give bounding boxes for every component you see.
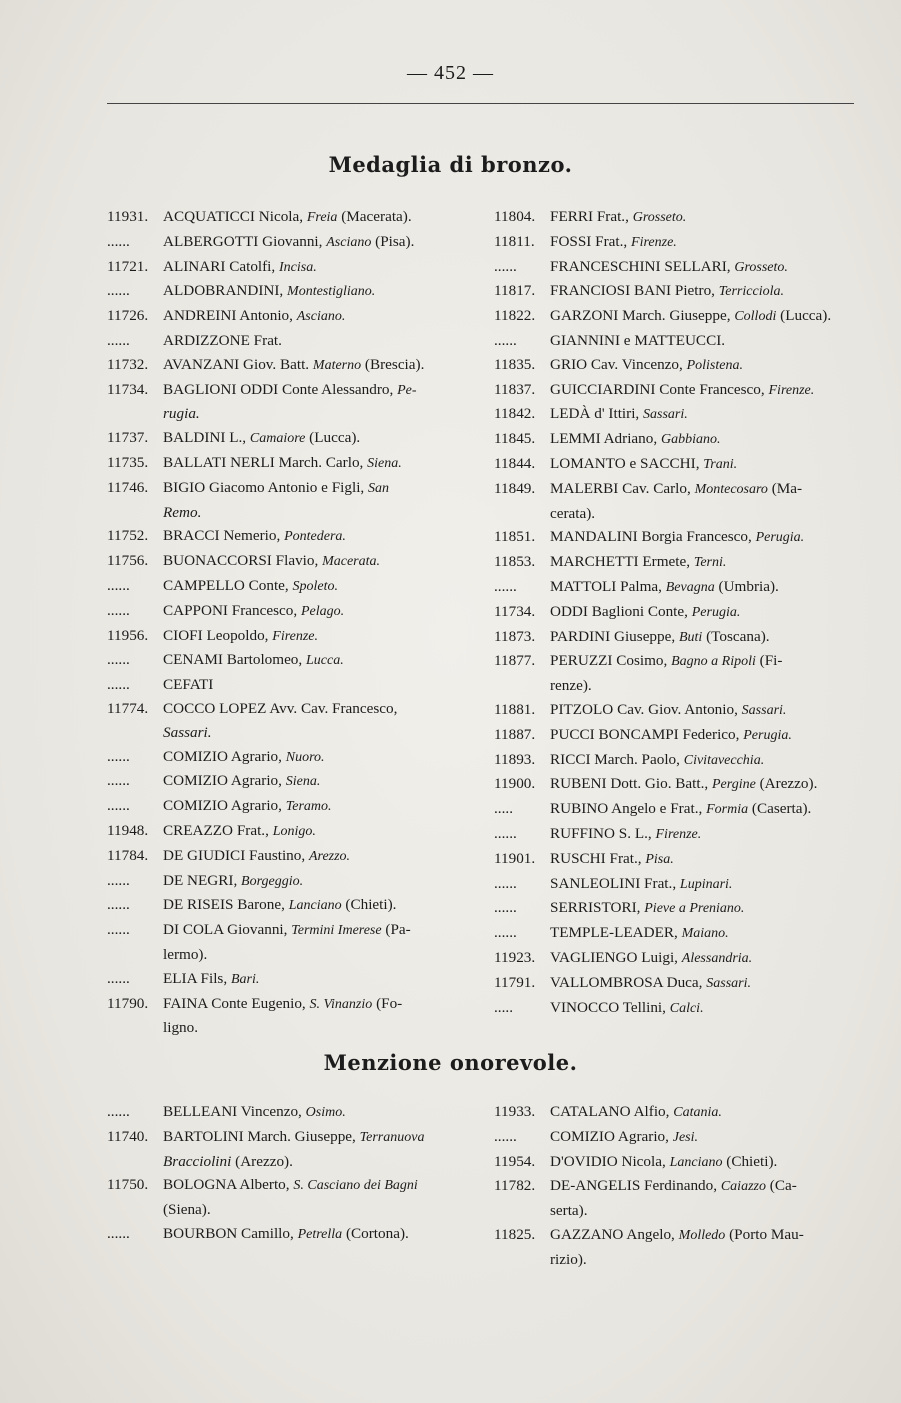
list-item xyxy=(494,600,856,625)
list-item xyxy=(107,697,469,745)
entry-number: 11737. xyxy=(107,429,149,447)
entry-text-continuation: cerata). xyxy=(550,504,596,522)
entry-number: ...... xyxy=(494,257,517,275)
list-item xyxy=(107,869,469,894)
list-item xyxy=(107,524,469,549)
entry-text: BOURBON Camillo, Petrella (Cortona). xyxy=(163,1224,409,1242)
list-item xyxy=(494,205,856,230)
entry-text: ALDOBRANDINI, Montestigliano. xyxy=(163,282,376,300)
entry-text: BALDINI L., Camaiore (Lucca). xyxy=(163,429,361,447)
entry-number: 11732. xyxy=(107,355,149,373)
header-rule xyxy=(107,103,854,104)
list-item xyxy=(494,575,856,600)
list-item xyxy=(107,769,469,794)
list-item xyxy=(107,255,469,280)
entry-text: BUONACCORSI Flavio, Macerata. xyxy=(163,552,381,570)
entry-text-continuation: Sassari. xyxy=(163,723,212,741)
list-item xyxy=(107,673,469,697)
entry-text: RUSCHI Frat., Pisa. xyxy=(550,849,674,867)
list-item xyxy=(494,723,856,748)
entry-number: ...... xyxy=(494,1127,517,1145)
entry-text: LEDÀ d' Ittiri, Sassari. xyxy=(550,405,688,423)
entry-number: 11845. xyxy=(494,430,536,448)
list-item xyxy=(494,329,856,353)
list-item xyxy=(107,918,469,967)
entry-number: 11901. xyxy=(494,849,536,867)
entry-text: CENAMI Bartolomeo, Lucca. xyxy=(163,651,344,669)
entry-number: 11791. xyxy=(494,973,536,991)
entry-number: 11948. xyxy=(107,821,149,839)
entry-text-continuation: rugia. xyxy=(163,405,200,423)
entry-text: DE RISEIS Barone, Lanciano (Chieti). xyxy=(163,896,397,914)
list-item xyxy=(494,649,856,698)
entry-text: BAGLIONI ODDI Conte Alessandro, Pe- xyxy=(163,380,417,398)
entry-number: 11790. xyxy=(107,994,149,1012)
entry-text: GUICCIARDINI Conte Francesco, Firenze. xyxy=(550,380,815,398)
list-item xyxy=(494,896,856,921)
entry-number: ...... xyxy=(107,797,130,815)
entry-number: 11734. xyxy=(107,380,149,398)
list-item xyxy=(494,971,856,996)
column-right xyxy=(494,205,856,1020)
entry-number: ...... xyxy=(494,899,517,917)
entry-number: 11887. xyxy=(494,725,536,743)
entry-text: BIGIO Giacomo Antonio e Figli, San xyxy=(163,478,390,496)
entry-number: ...... xyxy=(107,601,130,619)
entry-number: 11822. xyxy=(494,307,536,325)
list-item xyxy=(494,525,856,550)
entry-text: ACQUATICCI Nicola, Freia (Macerata). xyxy=(163,208,412,225)
list-item xyxy=(107,967,469,992)
entry-text: MANDALINI Borgia Francesco, Perugia. xyxy=(550,528,805,546)
list-item xyxy=(494,1125,856,1150)
list-item xyxy=(107,574,469,599)
entry-text: SANLEOLINI Frat., Lupinari. xyxy=(550,874,733,892)
list-item xyxy=(107,599,469,624)
entry-text: MARCHETTI Ermete, Terni. xyxy=(550,553,727,571)
list-item xyxy=(494,279,856,304)
entry-text: RICCI March. Paolo, Civitavecchia. xyxy=(550,750,765,768)
entry-number: 11844. xyxy=(494,454,536,472)
list-item xyxy=(107,1222,469,1247)
entry-number: ...... xyxy=(494,577,517,595)
entry-text: VAGLIENGO Luigi, Alessandria. xyxy=(550,948,753,966)
entry-number: 11782. xyxy=(494,1177,536,1195)
entry-number: 11851. xyxy=(494,528,536,546)
entry-text: CREAZZO Frat., Lonigo. xyxy=(163,821,316,839)
entry-text: CATALANO Alfio, Catania. xyxy=(550,1103,722,1120)
entry-number: ...... xyxy=(107,871,130,889)
entry-number: ...... xyxy=(494,874,517,892)
list-item xyxy=(494,698,856,723)
entry-number: 11735. xyxy=(107,453,149,471)
list-item xyxy=(107,205,469,230)
list-item xyxy=(107,230,469,255)
entry-number: 11956. xyxy=(107,626,149,644)
list-item xyxy=(107,624,469,649)
entry-number: 11849. xyxy=(494,479,536,497)
list-item xyxy=(494,477,856,526)
entry-number: 11804. xyxy=(494,208,536,225)
list-item xyxy=(494,353,856,378)
column-right xyxy=(494,1100,856,1272)
list-item xyxy=(107,549,469,574)
list-item xyxy=(494,847,856,872)
list-item xyxy=(494,230,856,255)
entry-number: 11726. xyxy=(107,307,149,325)
entry-text: DI COLA Giovanni, Termini Imerese (Pa- xyxy=(163,921,411,939)
entry-number: 11734. xyxy=(494,602,536,620)
entry-text: FAINA Conte Eugenio, S. Vinanzio (Fo- xyxy=(163,994,403,1012)
list-item xyxy=(494,1174,856,1223)
entry-text: GIANNINI e MATTEUCCI. xyxy=(550,331,726,349)
list-item xyxy=(107,1173,469,1222)
entry-number: 11900. xyxy=(494,775,536,793)
entry-number: 11837. xyxy=(494,380,536,398)
entry-text-continuation: Bracciolini (Arezzo). xyxy=(163,1152,293,1170)
entry-text: CAPPONI Francesco, Pelago. xyxy=(163,601,345,619)
entry-text-continuation: Remo. xyxy=(163,503,202,521)
entry-text: COCCO LOPEZ Avv. Cav. Francesco, xyxy=(163,699,398,717)
entry-text-continuation: ligno. xyxy=(163,1019,199,1037)
entry-number: 11877. xyxy=(494,652,536,670)
entry-number: 11933. xyxy=(494,1103,536,1120)
entry-number: 11842. xyxy=(494,405,536,423)
entry-text: PUCCI BONCAMPI Federico, Perugia. xyxy=(550,725,792,743)
entry-number: 11853. xyxy=(494,553,536,571)
list-item xyxy=(107,329,469,353)
entry-text: FERRI Frat., Grosseto. xyxy=(550,208,687,225)
entry-text: RUBENI Dott. Gio. Batt., Pergine (Arezzo). xyxy=(550,775,818,793)
entry-number: 11746. xyxy=(107,478,149,496)
entry-text: COMIZIO Agrario, Teramo. xyxy=(163,797,332,815)
entry-number: ...... xyxy=(107,576,130,594)
list-item xyxy=(107,426,469,451)
entry-text: BELLEANI Vincenzo, Osimo. xyxy=(163,1103,346,1120)
entry-text: PITZOLO Cav. Giov. Antonio, Sassari. xyxy=(550,700,787,718)
entry-text: CEFATI xyxy=(163,676,214,694)
list-item xyxy=(107,1100,469,1125)
list-item xyxy=(107,745,469,770)
entry-text: GARZONI March. Giuseppe, Collodi (Lucca). xyxy=(550,307,832,325)
entry-text: DE GIUDICI Faustino, Arezzo. xyxy=(163,846,351,864)
list-item xyxy=(494,427,856,452)
list-item xyxy=(494,1223,856,1272)
list-item xyxy=(494,996,856,1021)
list-item xyxy=(494,748,856,773)
entry-text: FRANCIOSI BANI Pietro, Terricciola. xyxy=(550,282,784,300)
entry-number: ...... xyxy=(494,924,517,942)
list-item xyxy=(107,992,469,1041)
entry-number: ...... xyxy=(107,331,130,349)
entry-text: ANDREINI Antonio, Asciano. xyxy=(163,307,346,325)
entry-text: ALINARI Catolfi, Incisa. xyxy=(163,257,317,275)
entry-number: ...... xyxy=(107,282,130,300)
list-item xyxy=(107,304,469,329)
entry-text-continuation: lermo). xyxy=(163,945,208,963)
entry-text: CAMPELLO Conte, Spoleto. xyxy=(163,576,339,594)
list-item xyxy=(494,772,856,797)
list-item xyxy=(494,625,856,650)
entry-number: 11756. xyxy=(107,552,149,570)
list-item xyxy=(107,648,469,673)
list-item xyxy=(107,279,469,304)
entry-number: ..... xyxy=(494,998,513,1016)
entry-number: 11774. xyxy=(107,699,149,717)
list-item xyxy=(107,794,469,819)
list-item xyxy=(494,797,856,822)
entry-text-continuation: serta). xyxy=(550,1202,588,1220)
list-item xyxy=(107,476,469,525)
entry-number: 11893. xyxy=(494,750,536,768)
list-item xyxy=(494,1150,856,1175)
list-item xyxy=(107,844,469,869)
entry-text: PERUZZI Cosimo, Bagno a Ripoli (Fi- xyxy=(550,652,783,670)
entry-number: 11750. xyxy=(107,1176,149,1194)
entry-number: 11784. xyxy=(107,846,149,864)
entry-number: 11752. xyxy=(107,527,149,545)
entry-number: 11811. xyxy=(494,232,535,250)
entry-text: MATTOLI Palma, Bevagna (Umbria). xyxy=(550,577,779,595)
entry-number: ...... xyxy=(107,969,130,987)
entry-text: GRIO Cav. Vincenzo, Polistena. xyxy=(550,355,743,373)
entry-number: 11817. xyxy=(494,282,536,300)
entry-text: BARTOLINI March. Giuseppe, Terranuova xyxy=(163,1127,425,1145)
entry-number: ..... xyxy=(494,800,513,818)
list-item xyxy=(107,353,469,378)
entry-text: TEMPLE-LEADER, Maiano. xyxy=(550,924,729,942)
entry-text: D'OVIDIO Nicola, Lanciano (Chieti). xyxy=(550,1152,778,1170)
entry-text: BOLOGNA Alberto, S. Casciano dei Bagni xyxy=(163,1176,418,1194)
entry-text: FRANCESCHINI SELLARI, Grosseto. xyxy=(550,257,788,275)
list-item xyxy=(494,946,856,971)
list-item xyxy=(494,402,856,427)
entry-number: 11721. xyxy=(107,257,149,275)
list-item xyxy=(494,1100,856,1125)
entry-text: PARDINI Giuseppe, Buti (Toscana). xyxy=(550,627,770,645)
list-item xyxy=(107,378,469,427)
entry-number: 11835. xyxy=(494,355,536,373)
entry-text: LOMANTO e SACCHI, Trani. xyxy=(550,454,738,472)
entry-number: 11873. xyxy=(494,627,536,645)
entry-text: COMIZIO Agrario, Nuoro. xyxy=(163,747,325,765)
list-item xyxy=(494,378,856,403)
entry-number: ...... xyxy=(107,651,130,669)
entry-text: COMIZIO Agrario, Jesi. xyxy=(550,1127,699,1145)
entry-text: CIOFI Leopoldo, Firenze. xyxy=(163,626,319,644)
entry-number: ...... xyxy=(107,747,130,765)
entry-number: ...... xyxy=(107,232,130,250)
list-item xyxy=(107,1125,469,1174)
list-item xyxy=(494,822,856,847)
entry-text: LEMMI Adriano, Gabbiano. xyxy=(550,430,721,448)
entry-text: DE NEGRI, Borgeggio. xyxy=(163,871,304,889)
entry-text-continuation: renze). xyxy=(550,677,592,695)
entry-text: COMIZIO Agrario, Siena. xyxy=(163,772,321,790)
column-left xyxy=(107,205,469,1040)
entry-text: AVANZANI Giov. Batt. Materno (Brescia). xyxy=(163,355,425,373)
entry-text: GAZZANO Angelo, Molledo (Porto Mau- xyxy=(550,1225,804,1243)
entry-number: ...... xyxy=(107,772,130,790)
entry-text: BALLATI NERLI March. Carlo, Siena. xyxy=(163,453,402,471)
entry-number: ...... xyxy=(107,676,130,694)
entry-number: 11931. xyxy=(107,208,149,225)
entry-text: SERRISTORI, Pieve a Preniano. xyxy=(550,899,745,917)
entry-number: ...... xyxy=(494,331,517,349)
entry-text: VINOCCO Tellini, Calci. xyxy=(550,998,704,1016)
list-item xyxy=(107,893,469,918)
entry-number: ...... xyxy=(107,1224,130,1242)
entry-number: ...... xyxy=(107,896,130,914)
section-heading-medaglia: Medaglia di bronzo. xyxy=(328,152,573,177)
page-number: — 452 — xyxy=(407,62,494,84)
entry-text: BRACCI Nemerio, Pontedera. xyxy=(163,527,346,545)
entry-text: FOSSI Frat., Firenze. xyxy=(550,232,677,250)
entry-text: ODDI Baglioni Conte, Perugia. xyxy=(550,602,741,620)
list-item xyxy=(107,819,469,844)
entry-text-continuation: (Siena). xyxy=(163,1201,211,1219)
list-item xyxy=(494,872,856,897)
list-item xyxy=(107,451,469,476)
entry-text: VALLOMBROSA Duca, Sassari. xyxy=(550,973,751,991)
entry-text: ALBERGOTTI Giovanni, Asciano (Pisa). xyxy=(163,232,415,250)
entry-text: DE-ANGELIS Ferdinando, Caiazzo (Ca- xyxy=(550,1177,797,1195)
entry-number: 11740. xyxy=(107,1127,149,1145)
list-item xyxy=(494,304,856,329)
entry-number: ...... xyxy=(107,1103,130,1120)
entry-text: ARDIZZONE Frat. xyxy=(163,331,282,349)
entry-text: RUBINO Angelo e Frat., Formia (Caserta). xyxy=(550,800,812,818)
section-heading-menzione: Menzione onorevole. xyxy=(323,1050,578,1075)
entry-number: 11881. xyxy=(494,700,536,718)
entry-text: ELIA Fils, Bari. xyxy=(163,969,260,987)
entry-text: MALERBI Cav. Carlo, Montecosaro (Ma- xyxy=(550,479,803,497)
entry-text-continuation: rizio). xyxy=(550,1250,587,1268)
entry-number: ...... xyxy=(107,921,130,939)
entry-text: RUFFINO S. L., Firenze. xyxy=(550,824,702,842)
list-item xyxy=(494,452,856,477)
list-item xyxy=(494,921,856,946)
entry-number: 11923. xyxy=(494,948,536,966)
entry-number: 11825. xyxy=(494,1225,536,1243)
entry-number: ...... xyxy=(494,824,517,842)
list-item xyxy=(494,255,856,280)
list-item xyxy=(494,550,856,575)
entry-number: 11954. xyxy=(494,1152,536,1170)
column-left xyxy=(107,1100,469,1247)
